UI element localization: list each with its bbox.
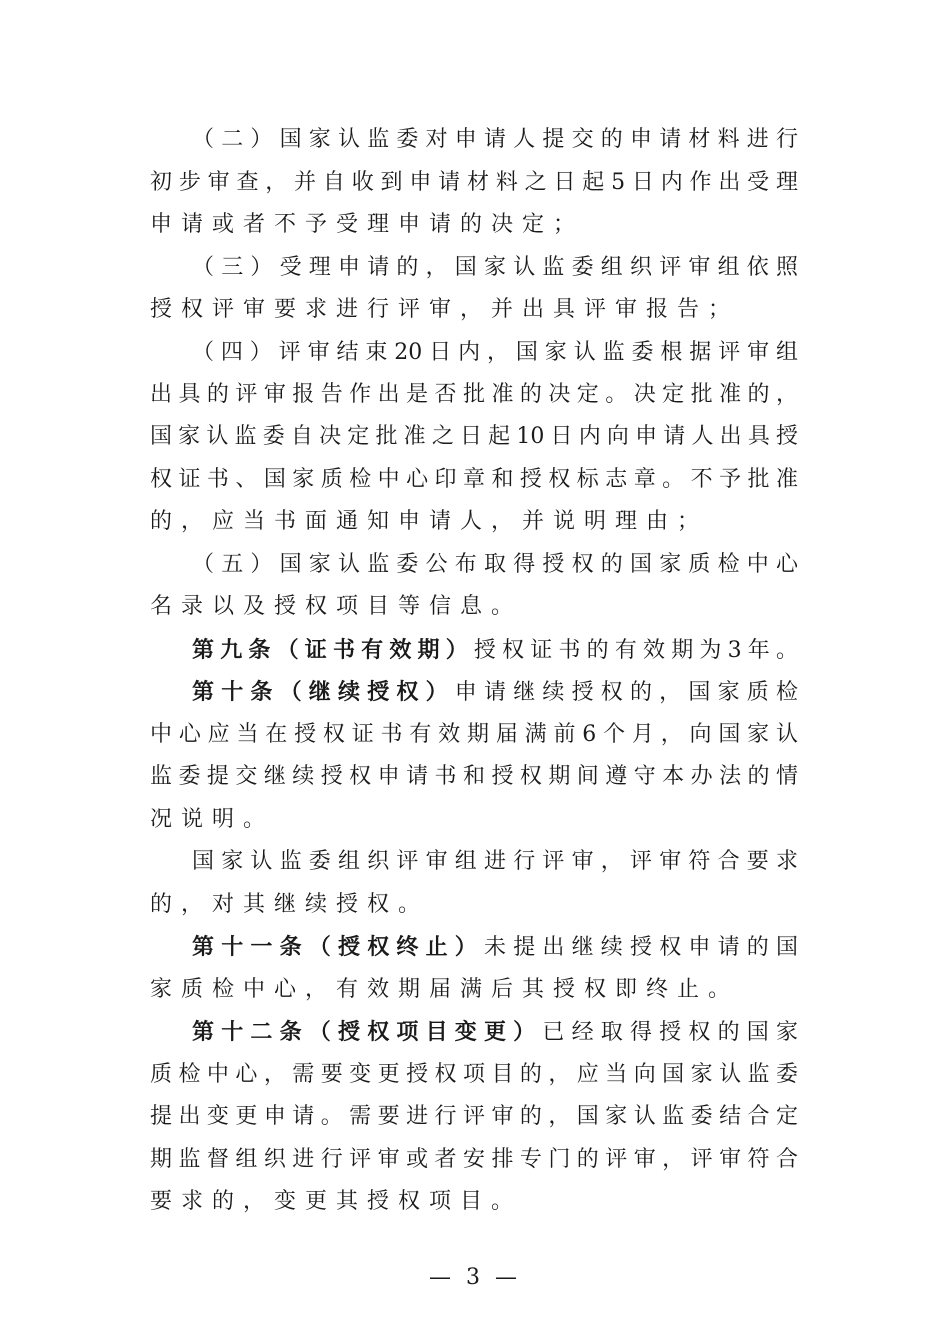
article-12-line-3: 提出变更申请。需要进行评审的，国家认监委结合定 — [150, 1104, 798, 1129]
paragraph-3-line-2: 授权评审要求进行评审，并出具评审报告； — [150, 297, 740, 322]
article-10-text: 申请继续授权的，国家质检 — [454, 680, 798, 705]
paragraph-4-line-5: 的，应当书面通知申请人，并说明理由； — [150, 509, 709, 534]
article-10-line-3: 监委提交继续授权申请书和授权期间遵守本办法的情 — [150, 764, 798, 789]
paragraph-4-line-4: 权证书、国家质检中心印章和授权标志章。不予批准 — [150, 467, 798, 492]
article-10b-line-1: 国家认监委组织评审组进行评审，评审符合要求 — [192, 849, 798, 874]
article-10-line-4: 况说明。 — [150, 807, 275, 832]
paragraph-4-line-3: 国家认监委自决定批准之日起10日内向申请人出具授 — [150, 424, 798, 449]
article-12-line-4: 期监督组织进行评审或者安排专门的评审，评审符合 — [150, 1147, 798, 1172]
article-11-text: 未提出继续授权申请的国 — [484, 935, 798, 960]
article-11-line-1 — [192, 931, 798, 963]
article-9-heading: 第九条（证书有效期） — [192, 637, 474, 663]
article-9-text: 授权证书的有效期为3年。 — [473, 638, 798, 663]
article-11-line-2: 家质检中心，有效期届满后其授权即终止。 — [150, 977, 740, 1002]
page-number: — 3 — — [429, 1265, 521, 1290]
article-12-line-1 — [192, 1016, 798, 1048]
paragraph-2-line-1: （二）国家认监委对申请人提交的申请材料进行 — [192, 127, 798, 152]
article-10-line-1 — [192, 676, 798, 708]
paragraph-3-line-1: （三）受理申请的，国家认监委组织评审组依照 — [192, 255, 798, 280]
article-12-line-2: 质检中心，需要变更授权项目的，应当向国家认监委 — [150, 1062, 798, 1087]
article-10-heading: 第十条（继续授权） — [192, 679, 455, 705]
paragraph-4-line-2: 出具的评审报告作出是否批准的决定。决定批准的， — [150, 382, 798, 407]
article-9-line-1 — [192, 634, 798, 666]
paragraph-2-line-3: 申请或者不予受理申请的决定； — [150, 212, 585, 237]
paragraph-5-line-2: 名录以及授权项目等信息。 — [150, 594, 523, 619]
article-12-heading: 第十二条（授权项目变更） — [192, 1019, 543, 1045]
article-11-heading: 第十一条（授权终止） — [192, 934, 484, 960]
paragraph-4-line-1: （四）评审结束20日内，国家认监委根据评审组 — [192, 340, 798, 365]
paragraph-5-line-1: （五）国家认监委公布取得授权的国家质检中心 — [192, 552, 798, 577]
article-10-line-2: 中心应当在授权证书有效期届满前6个月，向国家认 — [150, 722, 798, 747]
article-10b-line-2: 的，对其继续授权。 — [150, 892, 430, 917]
article-12-line-5: 要求的，变更其授权项目。 — [150, 1189, 523, 1214]
article-12-text: 已经取得授权的国家 — [542, 1020, 798, 1045]
paragraph-2-line-2: 初步审查，并自收到申请材料之日起5日内作出受理 — [150, 170, 798, 195]
